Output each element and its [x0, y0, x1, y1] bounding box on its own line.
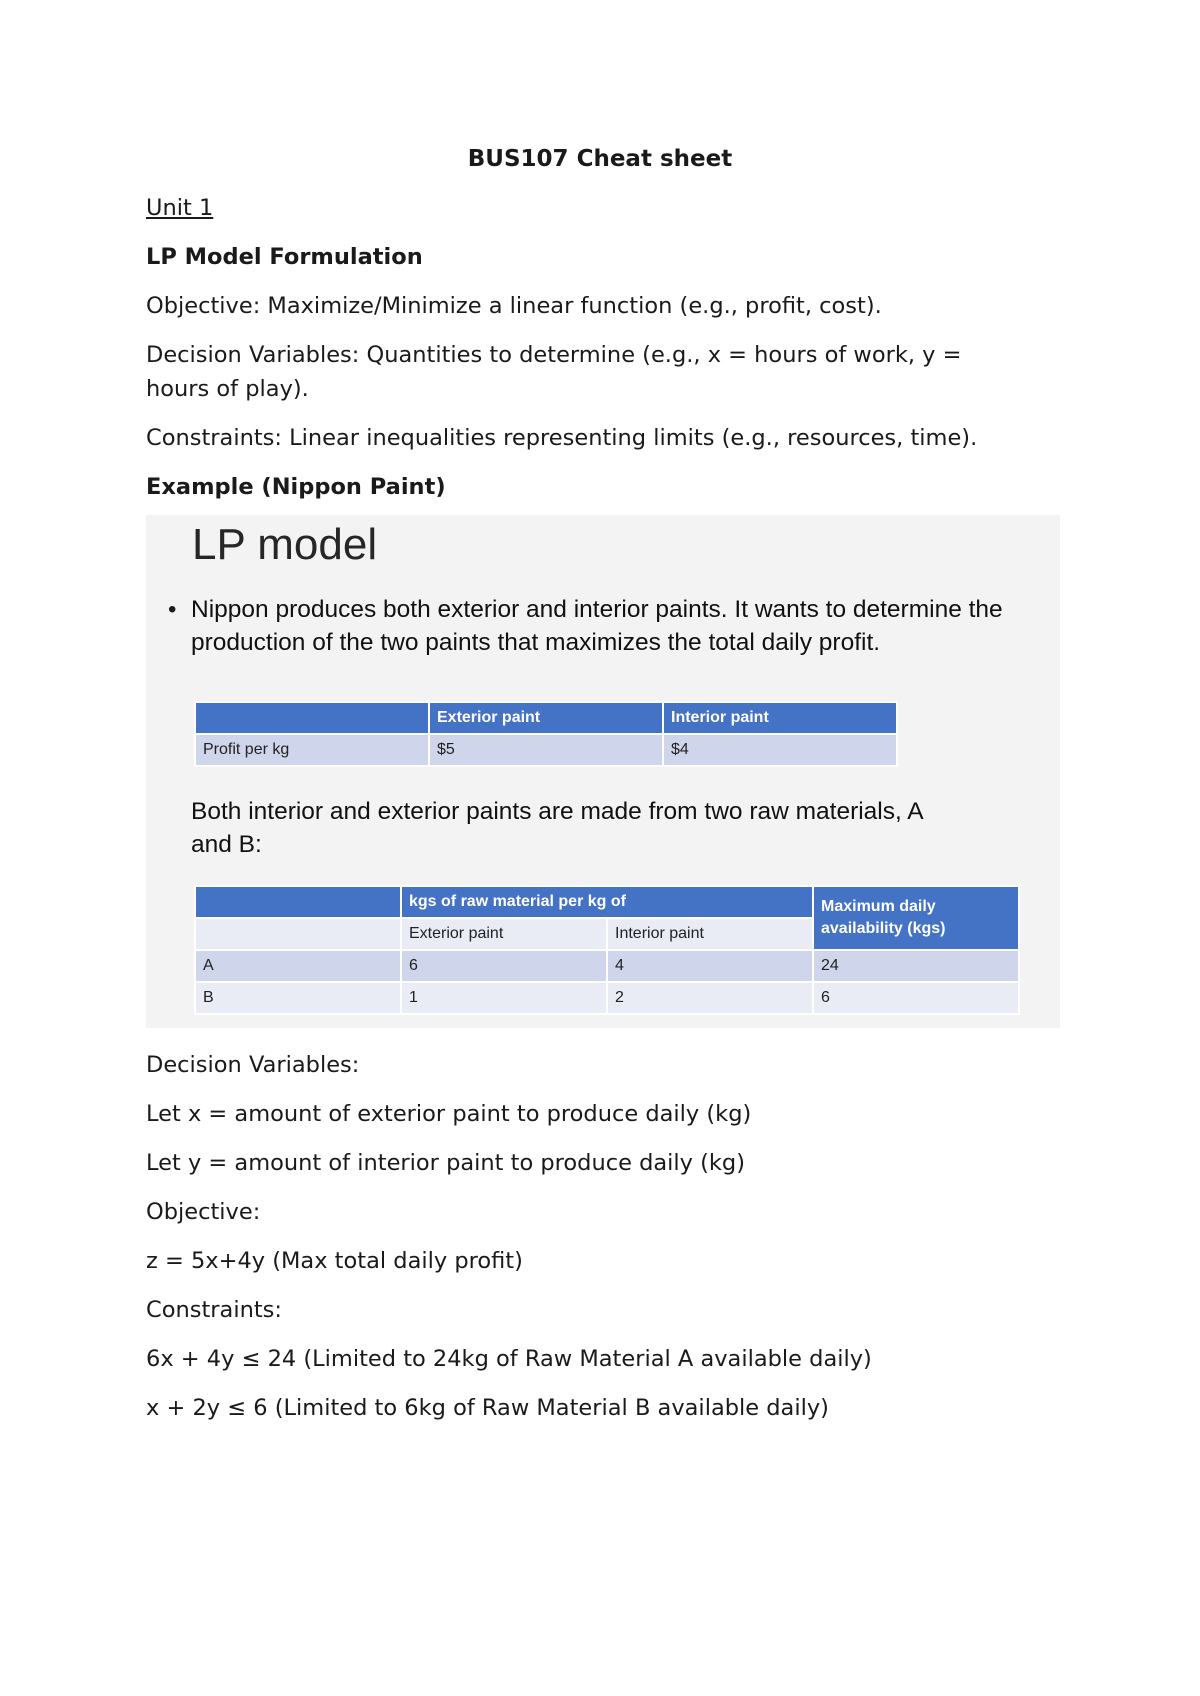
slide-paragraph: Both interior and exterior paints are made from two raw materials, A and B: — [191, 798, 923, 858]
objective-heading: Objective: — [146, 1199, 261, 1225]
group-header-cell: kgs of raw material per kg of — [401, 886, 813, 918]
table-cell: A — [195, 950, 401, 982]
table-header-cell — [195, 702, 429, 734]
decision-line-1: Decision Variables: Quantities to determine (e.g., x = hours of work, y = — [146, 342, 962, 368]
document-title: BUS107 Cheat sheet — [467, 146, 733, 172]
dv-heading: Decision Variables: — [146, 1052, 360, 1078]
let-y-line: Let y = amount of interior paint to produce daily (kg) — [146, 1150, 745, 1176]
slide-title: LP model — [192, 520, 378, 569]
constraints-line: Constraints: Linear inequalities representing limits (e.g., resources, time). — [146, 425, 978, 451]
table-row — [195, 734, 897, 766]
profit-table-header-row — [195, 702, 897, 734]
table-header-cell: Exterior paint — [429, 702, 663, 734]
materials-table-header-row — [195, 886, 1019, 918]
constraint-a: 6x + 4y ≤ 24 (Limited to 24kg of Raw Material A available daily) — [146, 1346, 872, 1372]
table-cell: $5 — [429, 734, 663, 766]
decision-line-2: hours of play). — [146, 376, 309, 402]
table-cell: 4 — [607, 950, 813, 982]
table-cell: B — [195, 982, 401, 1014]
table-row — [195, 950, 1019, 982]
table-header-cell — [195, 886, 401, 918]
subheader-cell: Exterior paint — [401, 918, 607, 950]
subheader-cell: Interior paint — [607, 918, 813, 950]
table-header-cell: Interior paint — [663, 702, 897, 734]
example-heading: Example (Nippon Paint) — [146, 474, 446, 500]
table-cell: Profit per kg — [195, 734, 429, 766]
profit-table — [194, 701, 898, 767]
objective-equation: z = 5x+4y (Max total daily profit) — [146, 1248, 523, 1274]
table-cell: 6 — [401, 950, 607, 982]
table-cell: 2 — [607, 982, 813, 1014]
table-row — [195, 982, 1019, 1014]
max-availability-header: Maximum daily availability (kgs) — [813, 886, 1019, 950]
constraint-b: x + 2y ≤ 6 (Limited to 6kg of Raw Material B available daily) — [146, 1395, 829, 1421]
table-cell: 6 — [813, 982, 1019, 1014]
table-cell: 24 — [813, 950, 1019, 982]
unit-label: Unit 1 — [146, 195, 214, 221]
table-cell — [195, 918, 401, 950]
constraints-heading: Constraints: — [146, 1297, 282, 1323]
materials-table — [194, 885, 1020, 1015]
section-heading: LP Model Formulation — [146, 244, 423, 270]
let-x-line: Let x = amount of exterior paint to produce daily (kg) — [146, 1101, 752, 1127]
example-slide-image — [146, 515, 1060, 1028]
table-cell: 1 — [401, 982, 607, 1014]
objective-line: Objective: Maximize/Minimize a linear function (e.g., profit, cost). — [146, 293, 882, 319]
slide-bullet-text: Nippon produces both exterior and interior paints. It wants to determine the production of the two paints that maximizes the total daily profit. — [191, 596, 1003, 656]
table-cell: $4 — [663, 734, 897, 766]
bullet-icon: • — [168, 596, 177, 623]
